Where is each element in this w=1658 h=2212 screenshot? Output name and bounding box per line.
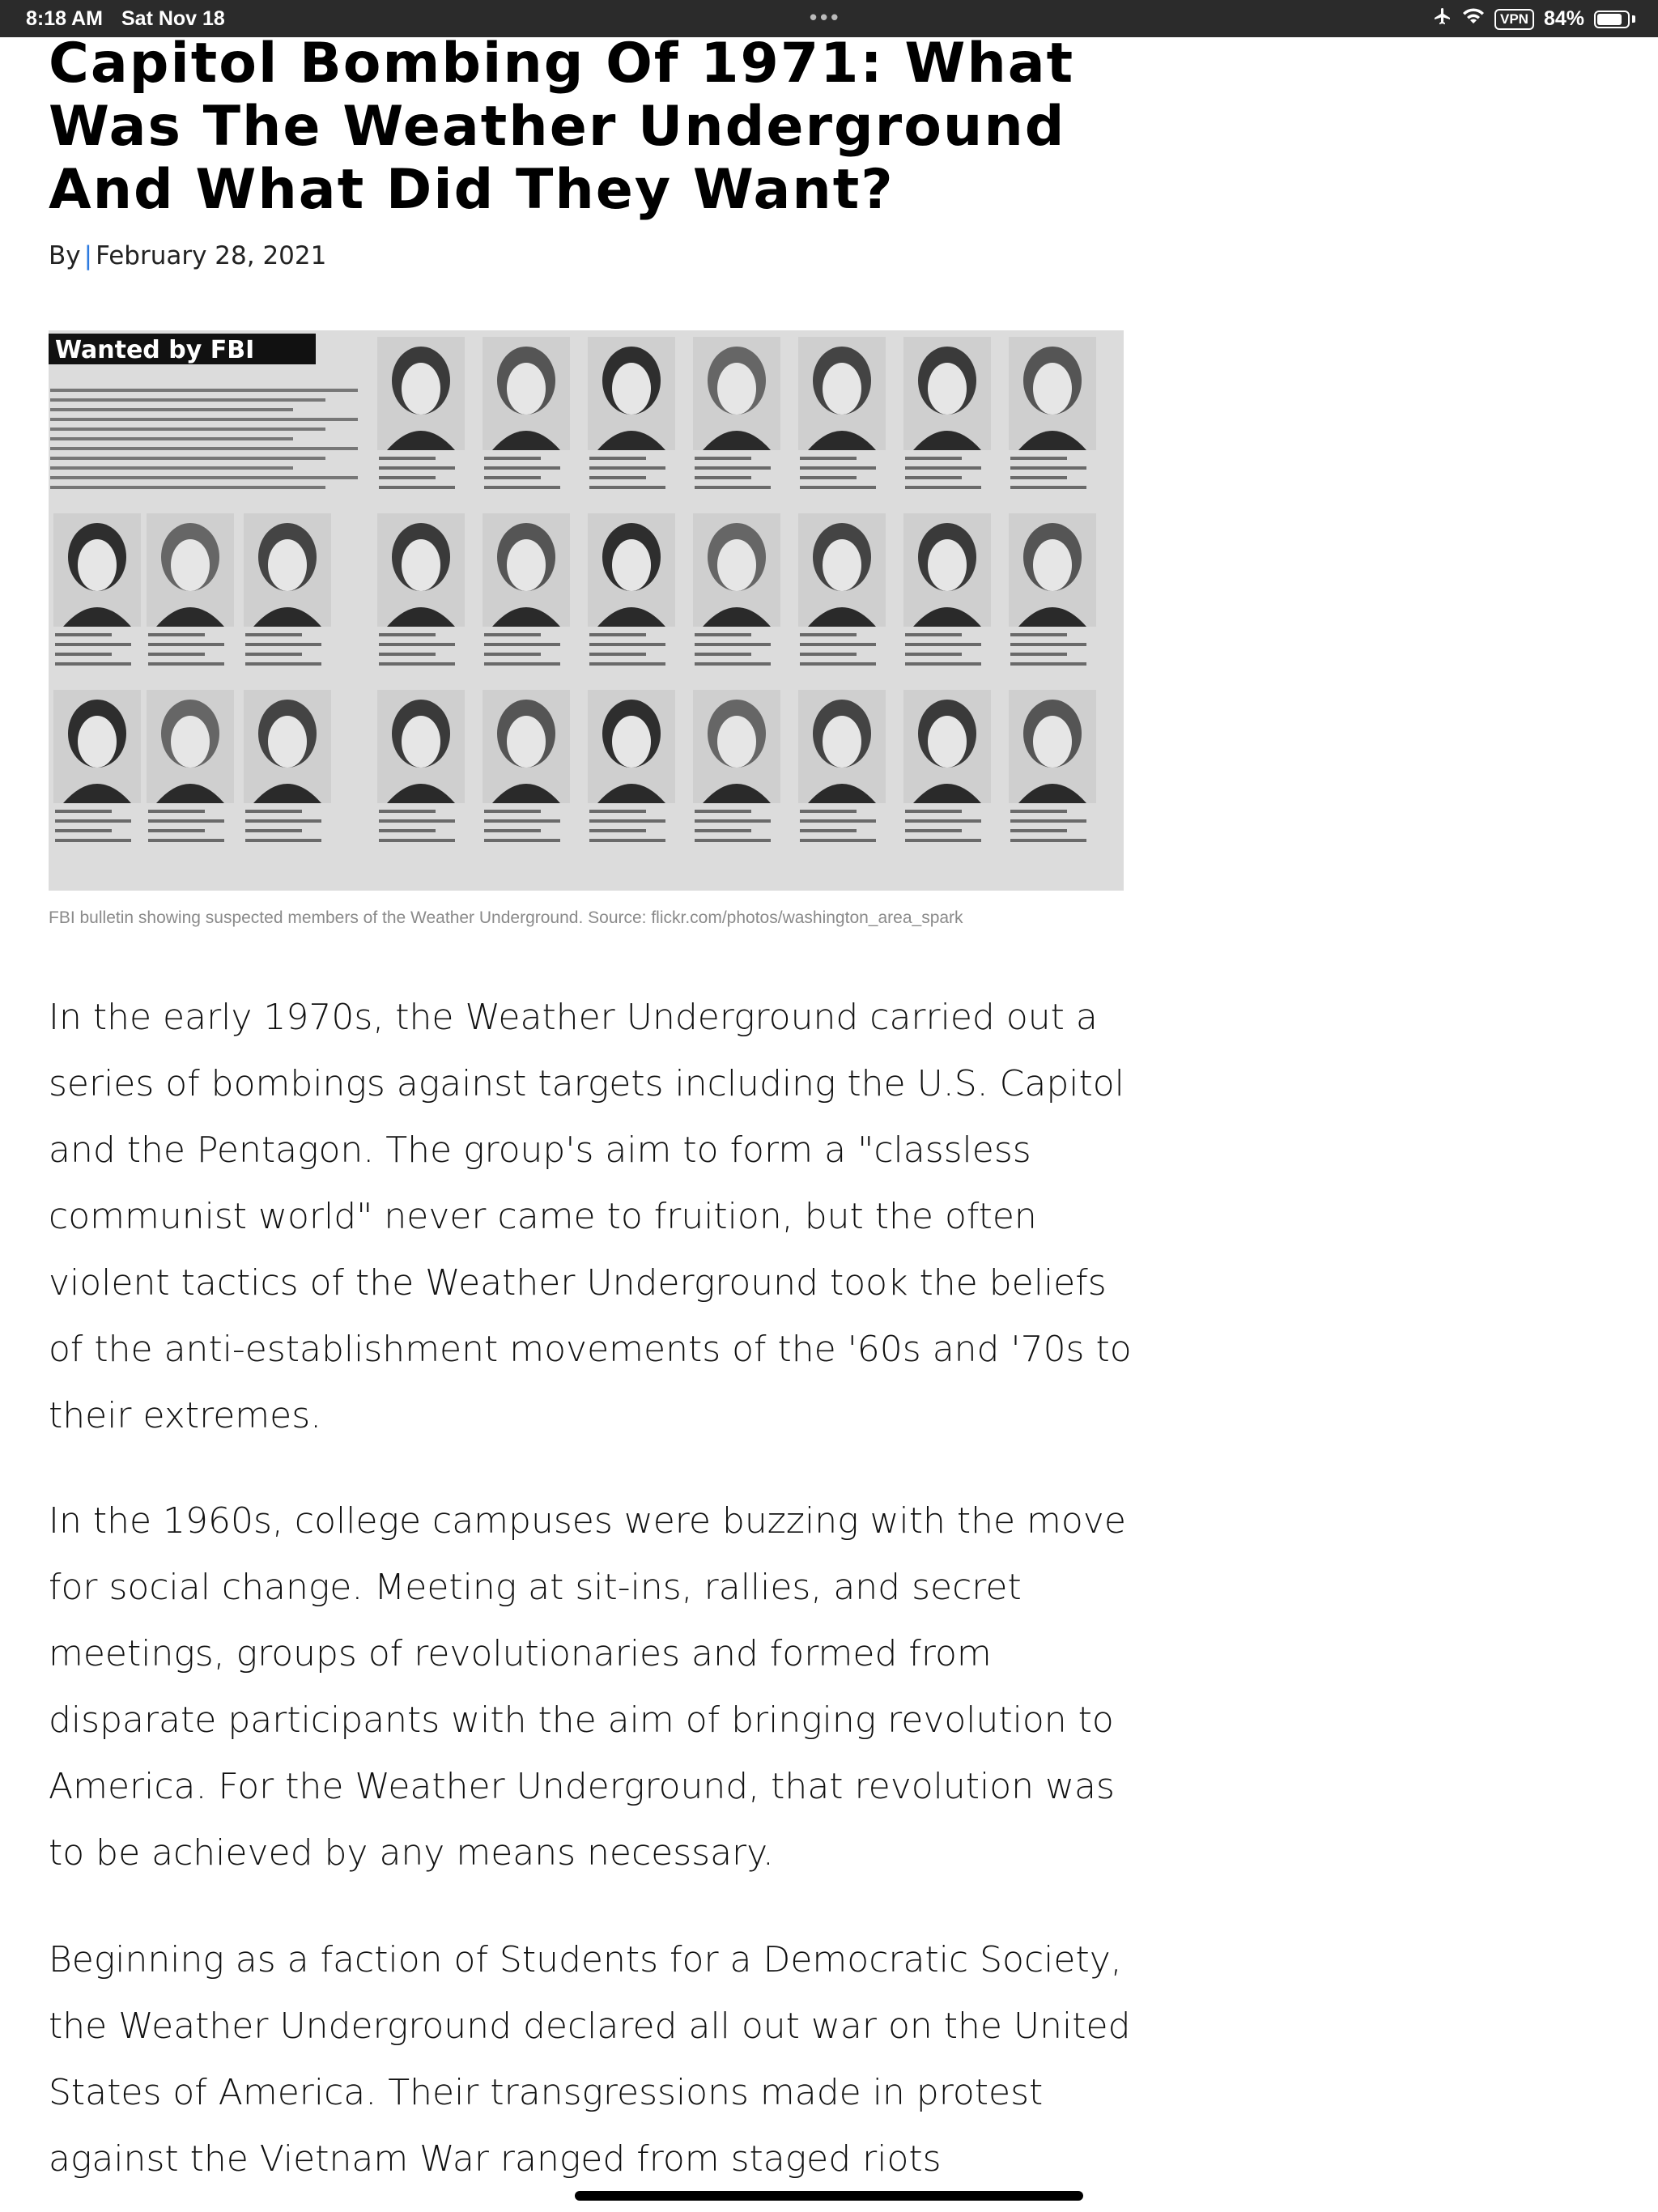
poster-notice-line — [50, 418, 358, 421]
article-image[interactable] — [49, 330, 1124, 891]
article-date: February 28, 2021 — [96, 241, 327, 270]
wifi-icon — [1462, 7, 1485, 31]
battery-tip — [1632, 15, 1635, 23]
byline-prefix: By — [49, 241, 81, 270]
paragraph-2: In the 1960s, college campuses were buzzing with the move for social change. Meeting at sit-ins, rallies, and secret meetings, groups of revolutionaries and formed from disparate participants with the aim of bringing revolution to America. For the Weather Underground, that revolution was to be achieved by any means necessary. — [49, 1500, 1126, 1874]
byline-separator: | — [83, 241, 93, 270]
multitasking-dots[interactable]: ••• — [810, 5, 842, 29]
status-time: 8:18 AM — [26, 7, 103, 30]
poster-notice-line — [50, 486, 325, 489]
poster-notice-line — [50, 447, 358, 450]
battery-percent: 84% — [1543, 7, 1584, 30]
poster-notice-line — [50, 476, 358, 479]
home-indicator[interactable] — [575, 2191, 1083, 2201]
paragraph-3: Beginning as a faction of Students for a Democratic Society, the Weather Underground declared all out war on the United States of America. Their transgressions made in protest against the Vietnam War ranged from staged riots — [49, 1939, 1131, 2180]
article-title: Capitol Bombing Of 1971: What Was The Weather Underground And What Did They Want? — [49, 32, 1075, 222]
image-caption: FBI bulletin showing suspected members of the Weather Underground. Source: flickr.com/photos/washington_area_spark — [49, 908, 963, 927]
poster-notice-line — [50, 466, 293, 470]
paragraph-1: In the early 1970s, the Weather Underground carried out a series of bombings against targets including the U.S. Capitol and the Pentagon. The group's aim to form a "classless communist world" never came to fruition, but the often violent tactics of the Weather Underground took the beliefs of the anti-establishment movements of the '60s and '70s to their extremes. — [49, 997, 1132, 1436]
status-indicators — [1433, 6, 1635, 32]
poster-notice-line — [50, 457, 325, 460]
airplane-icon — [1433, 6, 1452, 32]
status-date: Sat Nov 18 — [121, 7, 225, 30]
vpn-badge: VPN — [1494, 9, 1534, 30]
poster-header: Wanted by FBI — [55, 336, 255, 364]
poster-notice-line — [50, 408, 293, 411]
battery-icon — [1594, 11, 1630, 28]
poster-notice-line — [50, 428, 325, 431]
poster-notice-line — [50, 389, 358, 392]
poster-notice-line — [50, 437, 293, 440]
poster-notice-line — [50, 398, 325, 402]
byline — [49, 241, 326, 270]
fbi-wanted-poster — [49, 330, 1124, 891]
